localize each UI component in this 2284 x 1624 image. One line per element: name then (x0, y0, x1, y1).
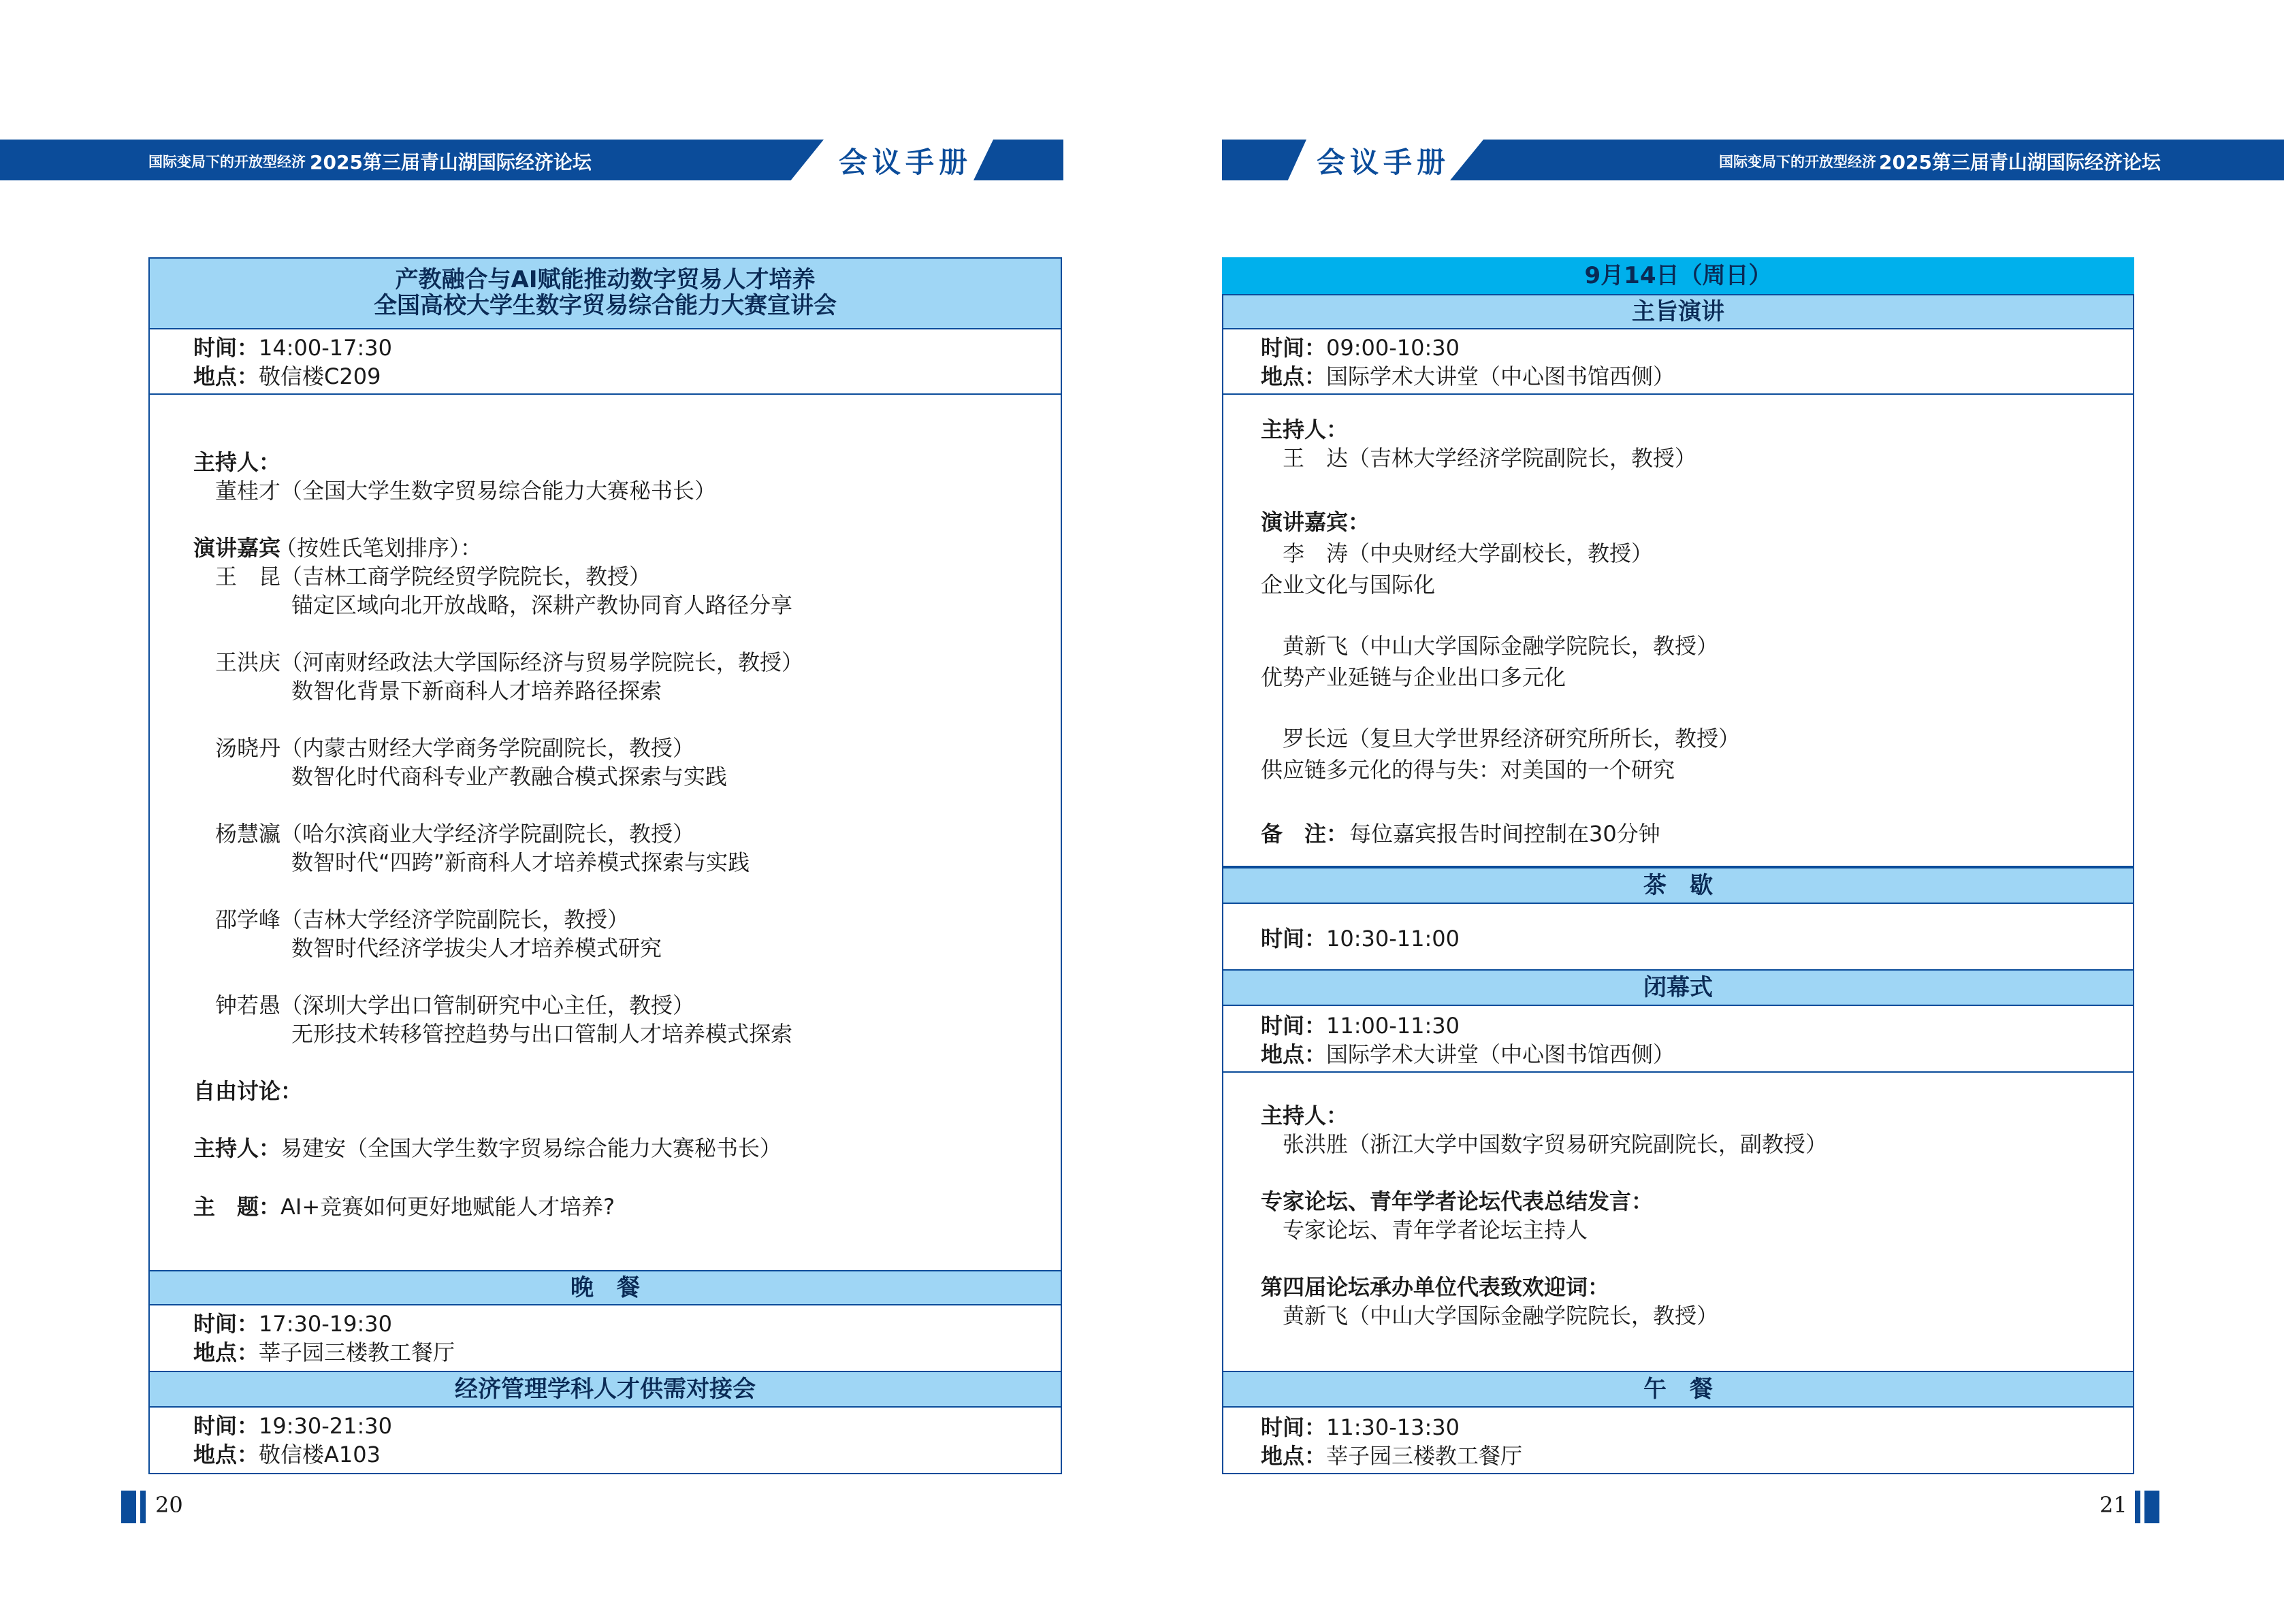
session2-header (148, 1371, 1062, 1406)
closing-time-label: 时间： (1261, 1013, 1327, 1039)
dinner-place-label: 地点： (193, 1339, 259, 1365)
speaker-topic: 数智化背景下新商科人才培养路径探索 (291, 678, 662, 704)
speaker-name: 邵学峰（吉林大学经济学院副院长，教授） (215, 907, 630, 932)
keynote-time-label: 时间： (1261, 335, 1327, 361)
keynote-note-label: 备 注： (1261, 821, 1349, 847)
keynote-speaker-name: 罗长远（复旦大学世界经济研究所所长，教授） (1283, 726, 1741, 751)
session1-place-label: 地点： (193, 363, 259, 389)
keynote-time: 09:00-10:30 (1326, 335, 1460, 361)
closing-summary-label: 专家论坛、青年学者论坛代表总结发言： (1261, 1188, 1654, 1214)
session2-title: 经济管理学科人才供需对接会 (455, 1376, 756, 1403)
dinner-time-label: 时间： (193, 1311, 259, 1337)
left-page-marker-thin (140, 1491, 146, 1523)
session2-place: 敬信楼A103 (259, 1442, 381, 1467)
keynote-place-label: 地点： (1261, 363, 1327, 389)
session1-header (148, 257, 1062, 328)
discussion-host-label: 主持人： (193, 1135, 281, 1161)
right-header-band-head (1222, 140, 1306, 180)
closing-place: 国际学术大讲堂（中心图书馆西侧） (1326, 1041, 1675, 1067)
session1-title-line1: 产教融合与AI赋能推动数字贸易人才培养 (395, 266, 816, 293)
session1-title-line2: 全国高校大学生数字贸易综合能力大赛宣讲会 (374, 292, 837, 319)
keynote-speakers-label: 演讲嘉宾： (1261, 509, 1370, 535)
session2-time-label: 时间： (193, 1413, 259, 1439)
keynote-speaker-name: 黄新飞（中山大学国际金融学院院长，教授） (1283, 633, 1719, 659)
left-header-forum: 2025第三届青山湖国际经济论坛 (310, 151, 592, 174)
theme-label: 主 题： (193, 1194, 281, 1220)
keynote-host-label: 主持人： (1261, 417, 1349, 442)
discussion-host: 易建安（全国大学生数字贸易综合能力大赛秘书长） (280, 1135, 782, 1161)
left-page-marker (121, 1491, 136, 1523)
right-header-manual: 会议手册 (1317, 146, 1451, 179)
keynote-title: 主旨演讲 (1632, 298, 1724, 325)
session2-time: 19:30-21:30 (259, 1413, 392, 1439)
speaker-name: 杨慧瀛（哈尔滨商业大学经济学院副院长，教授） (215, 821, 695, 847)
dinner-time: 17:30-19:30 (259, 1311, 392, 1337)
keynote-speaker-topic: 企业文化与国际化 (1261, 572, 1436, 598)
left-header-manual: 会议手册 (839, 146, 973, 179)
session1-host-label: 主持人： (193, 449, 281, 475)
left-header-subtitle: 国际变局下的开放型经济 (148, 154, 306, 170)
closing-header (1222, 969, 2134, 1005)
speaker-topic: 数智时代经济学拔尖人才培养模式研究 (291, 935, 662, 961)
closing-place-label: 地点： (1261, 1041, 1327, 1067)
speaker-topic: 锚定区域向北开放战略，深耕产教协同育人路径分享 (291, 592, 793, 618)
closing-host: 张洪胜（浙江大学中国数字贸易研究院副院长，副教授） (1283, 1131, 1828, 1157)
right-page-marker (2144, 1491, 2159, 1523)
day-title: 9月14日（周日） (1584, 262, 1772, 289)
session1-place: 敬信楼C209 (259, 363, 381, 389)
right-page-number: 21 (2100, 1492, 2127, 1518)
closing-welcome-label: 第四届论坛承办单位代表致欢迎词： (1261, 1274, 1610, 1300)
closing-time: 11:00-11:30 (1326, 1013, 1460, 1039)
session1-host: 董桂才（全国大学生数字贸易综合能力大赛秘书长） (215, 478, 717, 504)
tea-header (1222, 867, 2134, 903)
dinner-title: 晚 餐 (570, 1274, 640, 1301)
dinner-header (148, 1270, 1062, 1304)
keynote-host: 王 达（吉林大学经济学院副院长，教授） (1283, 445, 1697, 471)
discussion-label: 自由讨论： (193, 1078, 303, 1104)
lunch-place-label: 地点： (1261, 1443, 1327, 1469)
speaker-name: 钟若愚（深圳大学出口管制研究中心主任，教授） (215, 992, 695, 1018)
speaker-name: 汤晓丹（内蒙古财经大学商务学院副院长，教授） (215, 735, 695, 761)
tea-title: 茶 歇 (1643, 872, 1713, 899)
session1-speakers-label: 演讲嘉宾 (193, 535, 281, 561)
left-header-band-tail (974, 140, 1063, 180)
session1-time-label: 时间： (193, 335, 259, 361)
session2-place-label: 地点： (193, 1442, 259, 1467)
theme: AI+竞赛如何更好地赋能人才培养? (280, 1194, 615, 1220)
speaker-topic: 无形技术转移管控趋势与出口管制人才培养模式探索 (291, 1021, 793, 1047)
right-header-forum: 2025第三届青山湖国际经济论坛 (1879, 151, 2161, 174)
lunch-time: 11:30-13:30 (1326, 1414, 1460, 1440)
left-page-number: 20 (155, 1492, 183, 1518)
keynote-header (1222, 294, 2134, 328)
right-header-subtitle: 国际变局下的开放型经济 (1719, 154, 1876, 170)
speaker-topic: 数智化时代商科专业产教融合模式探索与实践 (291, 764, 728, 790)
speaker-name: 王洪庆（河南财经政法大学国际经济与贸易学院院长，教授） (215, 649, 804, 675)
day-header (1222, 257, 2134, 294)
keynote-place: 国际学术大讲堂（中心图书馆西侧） (1326, 363, 1675, 389)
closing-title: 闭幕式 (1643, 974, 1713, 1001)
closing-host-label: 主持人： (1261, 1103, 1349, 1128)
lunch-time-label: 时间： (1261, 1414, 1327, 1440)
dinner-place: 莘子园三楼教工餐厅 (259, 1339, 455, 1365)
right-page-marker-thin (2135, 1491, 2140, 1523)
keynote-note: 每位嘉宾报告时间控制在30分钟 (1349, 821, 1660, 847)
speaker-topic: 数智时代“四跨”新商科人才培养模式探索与实践 (291, 849, 750, 875)
closing-summary: 专家论坛、青年学者论坛主持人 (1283, 1217, 1588, 1243)
keynote-speaker-topic: 供应链多元化的得与失：对美国的一个研究 (1261, 757, 1675, 783)
keynote-speaker-topic: 优势产业延链与企业出口多元化 (1261, 664, 1566, 690)
lunch-title: 午 餐 (1643, 1376, 1713, 1403)
keynote-speaker-name: 李 涛（中央财经大学副校长，教授） (1283, 540, 1654, 566)
session1-speakers-note: （按姓氏笔划排序）： (275, 535, 483, 561)
closing-welcome: 黄新飞（中山大学国际金融学院院长，教授） (1283, 1303, 1719, 1329)
tea-time-label: 时间： (1261, 926, 1327, 952)
session1-time: 14:00-17:30 (259, 335, 392, 361)
tea-time: 10:30-11:00 (1326, 926, 1460, 952)
lunch-place: 莘子园三楼教工餐厅 (1326, 1443, 1523, 1469)
speaker-name: 王 昆（吉林工商学院经贸学院院长，教授） (215, 564, 652, 589)
lunch-header (1222, 1371, 2134, 1406)
